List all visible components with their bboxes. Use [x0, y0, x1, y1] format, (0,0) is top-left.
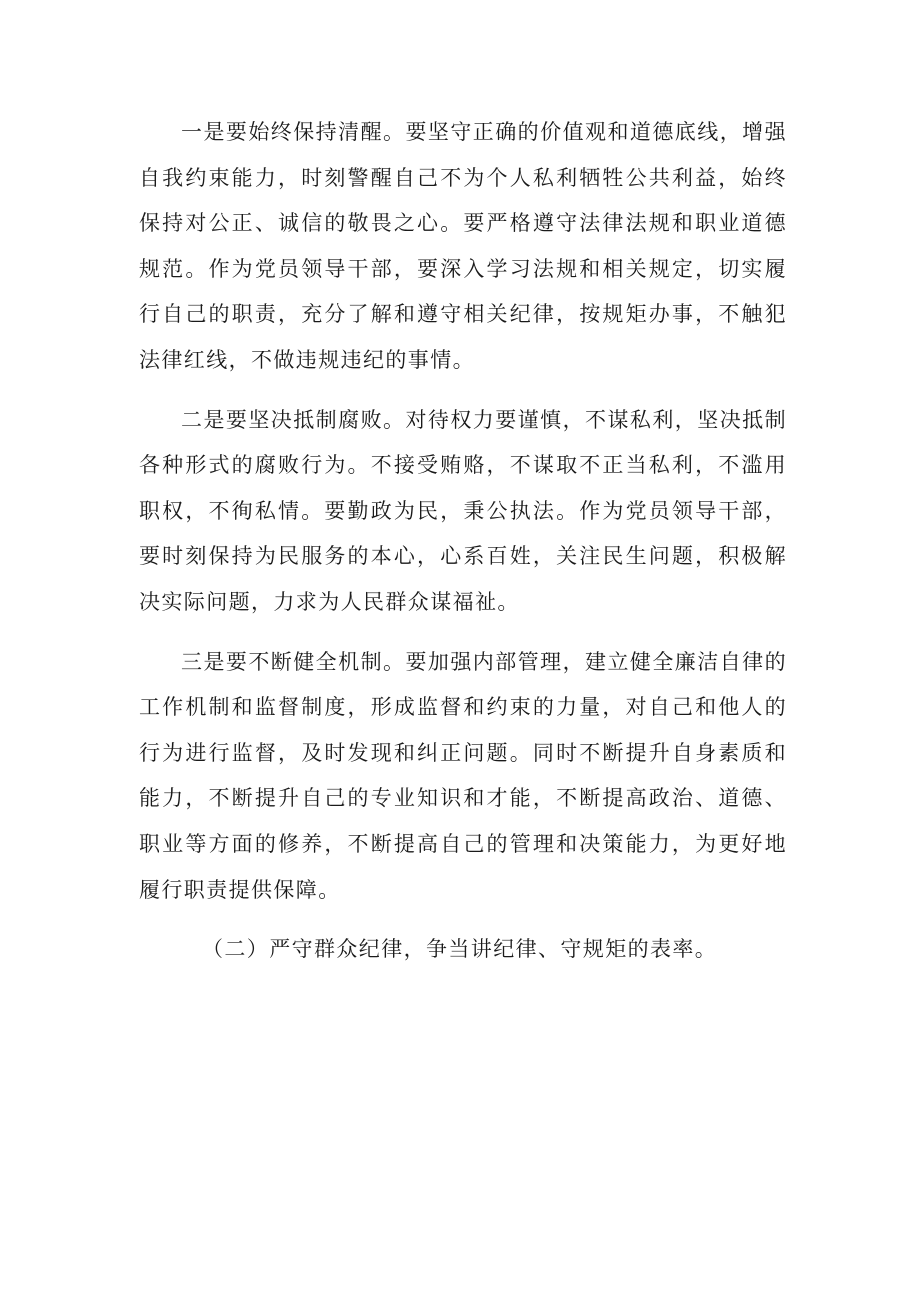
paragraph-gap	[139, 913, 787, 927]
paragraph-resist-corruption: 二是要坚决抵制腐败。对待权力要谨慎，不谋私利，坚决抵制各种形式的腐败行为。不接受贿赂，不谋取不正当私利，不滥用职权，不徇私情。要勤政为民，秉公执法。作为党员领导干部，要时刻保持为民服务的本心，心系百姓，关注民生问题，积极解决实际问题，力求为人民群众谋福祉。	[139, 407, 787, 614]
document-body	[139, 110, 787, 973]
section-subheading: （二）严守群众纪律，争当讲纪律、守规矩的表率。	[202, 937, 718, 962]
paragraph-gap	[139, 626, 787, 640]
paragraph-stay-clear-headed: 一是要始终保持清醒。要坚守正确的价值观和道德底线，增强自我约束能力，时刻警醒自己不为个人私利牺牲公共利益，始终保持对公正、诚信的敬畏之心。要严格遵守法律法规和职业道德规范。作为党员领导干部，要深入学习法规和相关规定，切实履行自己的职责，充分了解和遵守相关纪律，按规矩办事，不触犯法律红线，不做违规违纪的事情。	[139, 120, 787, 372]
paragraph-gap	[139, 384, 787, 398]
paragraph-improve-mechanisms: 三是要不断健全机制。要加强内部管理，建立健全廉洁自律的工作机制和监督制度，形成监督和约束的力量，对自己和他人的行为进行监督，及时发现和纠正问题。同时不断提升自身素质和能力，不断提升自己的专业知识和才能，不断提高政治、道德、职业等方面的修养，不断提高自己的管理和决策能力，为更好地履行职责提供保障。	[139, 649, 787, 902]
